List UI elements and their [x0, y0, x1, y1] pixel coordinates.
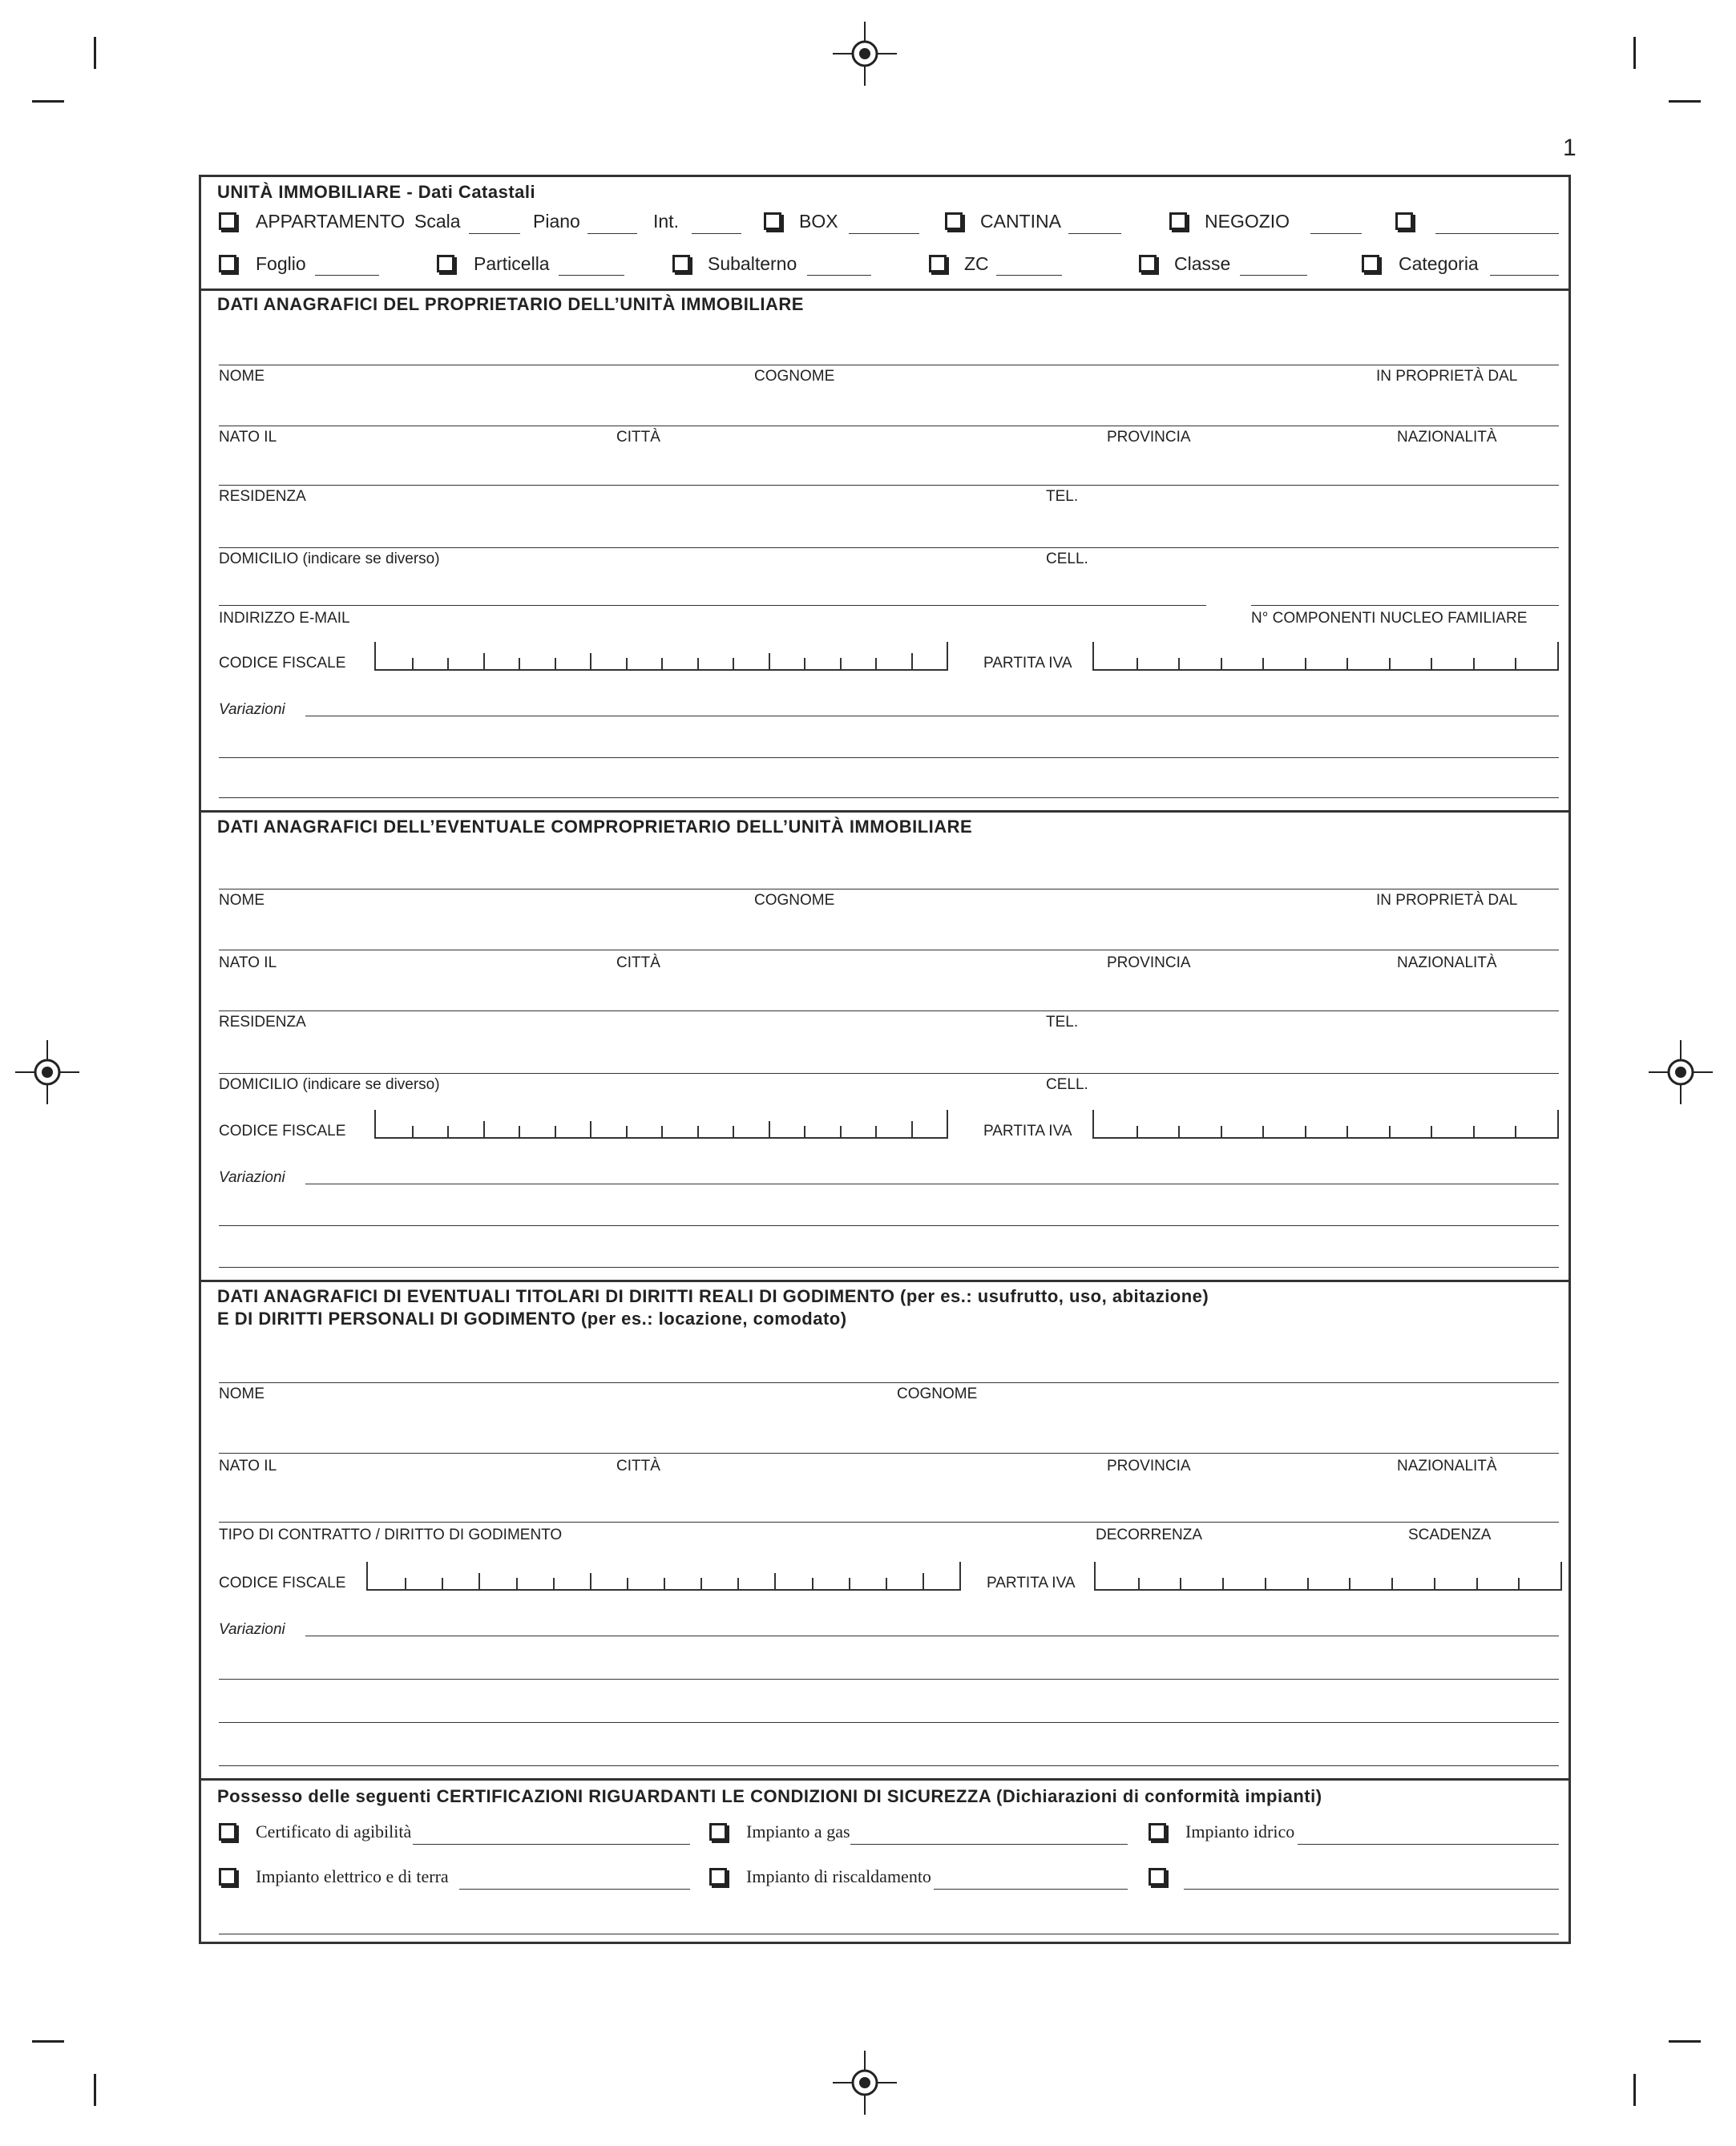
citta-label: CITTÀ — [616, 954, 660, 971]
comb-divider — [1178, 658, 1180, 669]
variazioni-field[interactable] — [219, 1679, 1559, 1680]
comb-divider — [1473, 658, 1475, 669]
negozio-label: NEGOZIO — [1205, 211, 1290, 232]
appartamento-label: APPARTAMENTO — [256, 211, 406, 232]
unita-title: UNITÀ IMMOBILIARE - Dati Catastali — [217, 182, 536, 202]
comb-divider — [911, 1121, 913, 1137]
cell-label: CELL. — [1046, 551, 1088, 567]
variazioni-field[interactable] — [219, 1225, 1559, 1226]
section-divider — [201, 810, 1568, 813]
categoria-field[interactable] — [1490, 275, 1559, 276]
registration-mark-icon — [833, 2051, 897, 2115]
comb-divider — [1221, 1126, 1222, 1137]
variazioni-field[interactable] — [219, 797, 1559, 798]
comb-divider — [519, 658, 520, 669]
agibilita-field[interactable] — [413, 1844, 690, 1845]
crop-mark — [94, 37, 96, 69]
comb-divider — [442, 1578, 443, 1589]
comb-divider — [412, 1126, 414, 1137]
elettrico-checkbox[interactable] — [219, 1868, 236, 1886]
subalterno-label: Subalterno — [708, 253, 797, 274]
comb-divider — [804, 1126, 805, 1137]
comb-divider — [840, 658, 842, 669]
partita-iva-label: PARTITA IVA — [983, 1123, 1072, 1140]
box-label: BOX — [799, 211, 838, 232]
comb-divider — [1431, 1126, 1432, 1137]
variazioni-field[interactable] — [219, 1722, 1559, 1723]
residenza-label: RESIDENZA — [219, 488, 306, 505]
comb-divider — [405, 1578, 406, 1589]
foglio-label: Foglio — [256, 253, 306, 274]
comb-divider — [626, 658, 628, 669]
comb-divider — [769, 653, 770, 669]
gas-label: Impianto a gas — [746, 1821, 850, 1841]
comb-divider — [1136, 1126, 1138, 1137]
tel-label: TEL. — [1046, 1014, 1079, 1031]
comb-divider — [1307, 1578, 1309, 1589]
riscaldamento-field[interactable] — [934, 1889, 1128, 1890]
codice-fiscale-label: CODICE FISCALE — [219, 655, 346, 672]
comb-divider — [1136, 658, 1138, 669]
comb-divider — [590, 653, 591, 669]
comb-divider — [1138, 1578, 1140, 1589]
comb-divider — [1178, 1126, 1180, 1137]
other-cert-field[interactable] — [1184, 1889, 1559, 1890]
tel-label: TEL. — [1046, 488, 1079, 505]
comb-divider — [1222, 1578, 1224, 1589]
classe-label: Classe — [1174, 253, 1231, 274]
comb-divider — [1434, 1578, 1435, 1589]
cantina-checkbox[interactable] — [945, 212, 963, 230]
codice-fiscale-label: CODICE FISCALE — [219, 1123, 346, 1140]
other-unit-checkbox[interactable] — [1395, 212, 1413, 230]
comb-divider — [1265, 1578, 1266, 1589]
domicilio-field[interactable] — [219, 1073, 1559, 1074]
cognome-label: COGNOME — [897, 1386, 978, 1402]
page-number: 1 — [1563, 135, 1577, 161]
comb-divider — [1180, 1578, 1181, 1589]
comb-divider — [626, 1126, 628, 1137]
gas-checkbox[interactable] — [709, 1823, 727, 1841]
comb-divider — [875, 658, 877, 669]
codice-fiscale-field[interactable] — [374, 642, 948, 671]
comb-divider — [804, 658, 805, 669]
box-field[interactable] — [849, 233, 919, 234]
nato-il-label: NATO IL — [219, 429, 277, 446]
residenza-field[interactable] — [219, 485, 1559, 486]
idrico-label: Impianto idrico — [1185, 1821, 1295, 1841]
categoria-label: Categoria — [1399, 253, 1479, 274]
comb-divider — [664, 1578, 665, 1589]
comb-divider — [627, 1578, 628, 1589]
comb-divider — [590, 1121, 591, 1137]
zc-label: ZC — [964, 253, 989, 274]
decorrenza-label: DECORRENZA — [1096, 1527, 1203, 1543]
comb-divider — [700, 1578, 702, 1589]
nascita-field[interactable] — [219, 1453, 1559, 1454]
comb-divider — [1431, 658, 1432, 669]
subalterno-field[interactable] — [807, 275, 871, 276]
comb-divider — [1221, 658, 1222, 669]
gas-field[interactable] — [850, 1844, 1128, 1845]
int-field[interactable] — [692, 233, 741, 234]
crop-mark — [32, 2040, 64, 2043]
partita-iva-label: PARTITA IVA — [983, 655, 1072, 672]
nome-label: NOME — [219, 1386, 264, 1402]
piano-field[interactable] — [587, 233, 637, 234]
comb-divider — [1349, 1578, 1350, 1589]
zc-checkbox[interactable] — [929, 255, 947, 272]
provincia-label: PROVINCIA — [1107, 1458, 1191, 1474]
comb-divider — [849, 1578, 850, 1589]
comb-divider — [478, 1573, 480, 1589]
comb-divider — [590, 1573, 591, 1589]
section-divider — [201, 1280, 1568, 1282]
variazioni-field[interactable] — [219, 1765, 1559, 1766]
comb-divider — [483, 1121, 485, 1137]
comb-divider — [516, 1578, 518, 1589]
email-field[interactable] — [219, 605, 1206, 606]
comb-divider — [555, 1126, 556, 1137]
piano-label: Piano — [533, 211, 580, 232]
comb-divider — [661, 658, 663, 669]
nato-il-label: NATO IL — [219, 954, 277, 971]
section-divider — [201, 1778, 1568, 1781]
zc-field[interactable] — [996, 275, 1062, 276]
riscaldamento-label: Impianto di riscaldamento — [746, 1866, 931, 1886]
componenti-label: N° COMPONENTI NUCLEO FAMILIARE — [1251, 610, 1528, 627]
int-label: Int. — [653, 211, 679, 232]
provincia-label: PROVINCIA — [1107, 429, 1191, 446]
email-label: INDIRIZZO E-MAIL — [219, 610, 350, 627]
negozio-field[interactable] — [1310, 233, 1362, 234]
particella-checkbox[interactable] — [437, 255, 454, 272]
negozio-checkbox[interactable] — [1169, 212, 1187, 230]
comb-divider — [1346, 658, 1348, 669]
contratto-field[interactable] — [219, 1522, 1559, 1523]
titolari-title: DATI ANAGRAFICI DI EVENTUALI TITOLARI DI DIRITTI REALI DI GODIMENTO (per es.: usufrutto, uso, abitazione) — [217, 1286, 1209, 1306]
provincia-label: PROVINCIA — [1107, 954, 1191, 971]
proprietario-title: DATI ANAGRAFICI DEL PROPRIETARIO DELL’UNITÀ IMMOBILIARE — [217, 294, 804, 314]
comb-divider — [1476, 1578, 1478, 1589]
comb-divider — [412, 658, 414, 669]
registration-mark-icon — [1649, 1040, 1713, 1104]
tipo-contratto-label: TIPO DI CONTRATTO / DIRITTO DI GODIMENTO — [219, 1527, 563, 1543]
nazionalita-label: NAZIONALITÀ — [1397, 954, 1497, 971]
riscaldamento-checkbox[interactable] — [709, 1868, 727, 1886]
comb-divider — [1391, 1578, 1393, 1589]
elettrico-field[interactable] — [459, 1889, 690, 1890]
partita-iva-field[interactable] — [1094, 1562, 1562, 1591]
cell-label: CELL. — [1046, 1076, 1088, 1093]
crop-mark — [1633, 2074, 1636, 2106]
comb-divider — [697, 658, 699, 669]
comb-divider — [553, 1578, 555, 1589]
registration-mark-icon — [15, 1040, 79, 1104]
particella-field[interactable] — [559, 275, 624, 276]
other-unit-field[interactable] — [1435, 233, 1559, 234]
crop-mark — [32, 100, 64, 103]
idrico-checkbox[interactable] — [1149, 1823, 1166, 1841]
nome-label: NOME — [219, 368, 264, 385]
comb-divider — [1515, 1126, 1516, 1137]
comb-divider — [555, 658, 556, 669]
in-proprieta-label: IN PROPRIETÀ DAL — [1376, 368, 1518, 385]
nato-il-label: NATO IL — [219, 1458, 277, 1474]
foglio-checkbox[interactable] — [219, 255, 236, 272]
crop-mark — [1669, 100, 1701, 103]
comb-divider — [1515, 658, 1516, 669]
cognome-label: COGNOME — [754, 892, 835, 909]
nome-label: NOME — [219, 892, 264, 909]
agibilita-checkbox[interactable] — [219, 1823, 236, 1841]
domicilio-label: DOMICILIO (indicare se diverso) — [219, 1076, 440, 1093]
comb-divider — [875, 1126, 877, 1137]
registration-mark-icon — [833, 22, 897, 86]
box-checkbox[interactable] — [764, 212, 781, 230]
comb-divider — [1305, 658, 1306, 669]
particella-label: Particella — [474, 253, 550, 274]
comb-divider — [447, 658, 449, 669]
titolari-subtitle: E DI DIRITTI PERSONALI DI GODIMENTO (per es.: locazione, comodato) — [217, 1309, 847, 1329]
categoria-checkbox[interactable] — [1362, 255, 1379, 272]
scadenza-label: SCADENZA — [1408, 1527, 1492, 1543]
appartamento-checkbox[interactable] — [219, 212, 236, 230]
comb-divider — [733, 658, 734, 669]
comb-divider — [1518, 1578, 1520, 1589]
idrico-field[interactable] — [1298, 1844, 1559, 1845]
domicilio-field[interactable] — [219, 547, 1559, 548]
nazionalita-label: NAZIONALITÀ — [1397, 429, 1497, 446]
codice-fiscale-field[interactable] — [374, 1110, 948, 1139]
domicilio-label: DOMICILIO (indicare se diverso) — [219, 551, 440, 567]
variazioni-field[interactable] — [219, 757, 1559, 758]
comb-divider — [886, 1578, 887, 1589]
comb-divider — [447, 1126, 449, 1137]
comb-divider — [483, 653, 485, 669]
variazioni-label: Variazioni — [219, 1621, 285, 1638]
comb-divider — [1262, 1126, 1264, 1137]
citta-label: CITTÀ — [616, 1458, 660, 1474]
variazioni-label: Variazioni — [219, 701, 285, 718]
partita-iva-field[interactable] — [1092, 1110, 1559, 1139]
codice-fiscale-label: CODICE FISCALE — [219, 1575, 346, 1591]
comb-divider — [519, 1126, 520, 1137]
comb-divider — [774, 1573, 776, 1589]
scala-field[interactable] — [469, 233, 520, 234]
comb-divider — [1389, 658, 1391, 669]
comb-divider — [697, 1126, 699, 1137]
componenti-field[interactable] — [1251, 605, 1559, 606]
classe-field[interactable] — [1240, 275, 1307, 276]
in-proprieta-label: IN PROPRIETÀ DAL — [1376, 892, 1518, 909]
comb-divider — [737, 1578, 739, 1589]
variazioni-label: Variazioni — [219, 1169, 285, 1186]
residenza-field[interactable] — [219, 1010, 1559, 1011]
comb-divider — [812, 1578, 813, 1589]
comb-divider — [1473, 1126, 1475, 1137]
cantina-label: CANTINA — [980, 211, 1061, 232]
agibilita-label: Certificato di agibilità — [256, 1821, 412, 1841]
certificazioni-title: Possesso delle seguenti CERTIFICAZIONI RIGUARDANTI LE CONDIZIONI DI SICUREZZA (Dichiarazioni di conformità impianti) — [217, 1786, 1322, 1806]
comb-divider — [661, 1126, 663, 1137]
elettrico-label: Impianto elettrico e di terra — [256, 1866, 449, 1886]
classe-checkbox[interactable] — [1139, 255, 1157, 272]
comb-divider — [923, 1573, 924, 1589]
partita-iva-label: PARTITA IVA — [987, 1575, 1076, 1591]
partita-iva-field[interactable] — [1092, 642, 1559, 671]
residenza-label: RESIDENZA — [219, 1014, 306, 1031]
crop-mark — [1669, 2040, 1701, 2043]
comb-divider — [769, 1121, 770, 1137]
subalterno-checkbox[interactable] — [672, 255, 690, 272]
cantina-field[interactable] — [1068, 233, 1121, 234]
comb-divider — [733, 1126, 734, 1137]
foglio-field[interactable] — [315, 275, 379, 276]
comb-divider — [1262, 658, 1264, 669]
other-cert-checkbox[interactable] — [1149, 1868, 1166, 1886]
codice-fiscale-field[interactable] — [366, 1562, 961, 1591]
comb-divider — [911, 653, 913, 669]
nome-cognome-field[interactable] — [219, 1382, 1559, 1383]
scala-label: Scala — [414, 211, 461, 232]
nazionalita-label: NAZIONALITÀ — [1397, 1458, 1497, 1474]
comproprietario-title: DATI ANAGRAFICI DELL’EVENTUALE COMPROPRIETARIO DELL’UNITÀ IMMOBILIARE — [217, 817, 973, 837]
comb-divider — [1305, 1126, 1306, 1137]
variazioni-field[interactable] — [219, 1267, 1559, 1268]
form-frame — [199, 175, 1571, 1944]
section-divider — [201, 288, 1568, 291]
crop-mark — [94, 2074, 96, 2106]
comb-divider — [1346, 1126, 1348, 1137]
comb-divider — [1389, 1126, 1391, 1137]
crop-mark — [1633, 37, 1636, 69]
citta-label: CITTÀ — [616, 429, 660, 446]
cognome-label: COGNOME — [754, 368, 835, 385]
comb-divider — [840, 1126, 842, 1137]
